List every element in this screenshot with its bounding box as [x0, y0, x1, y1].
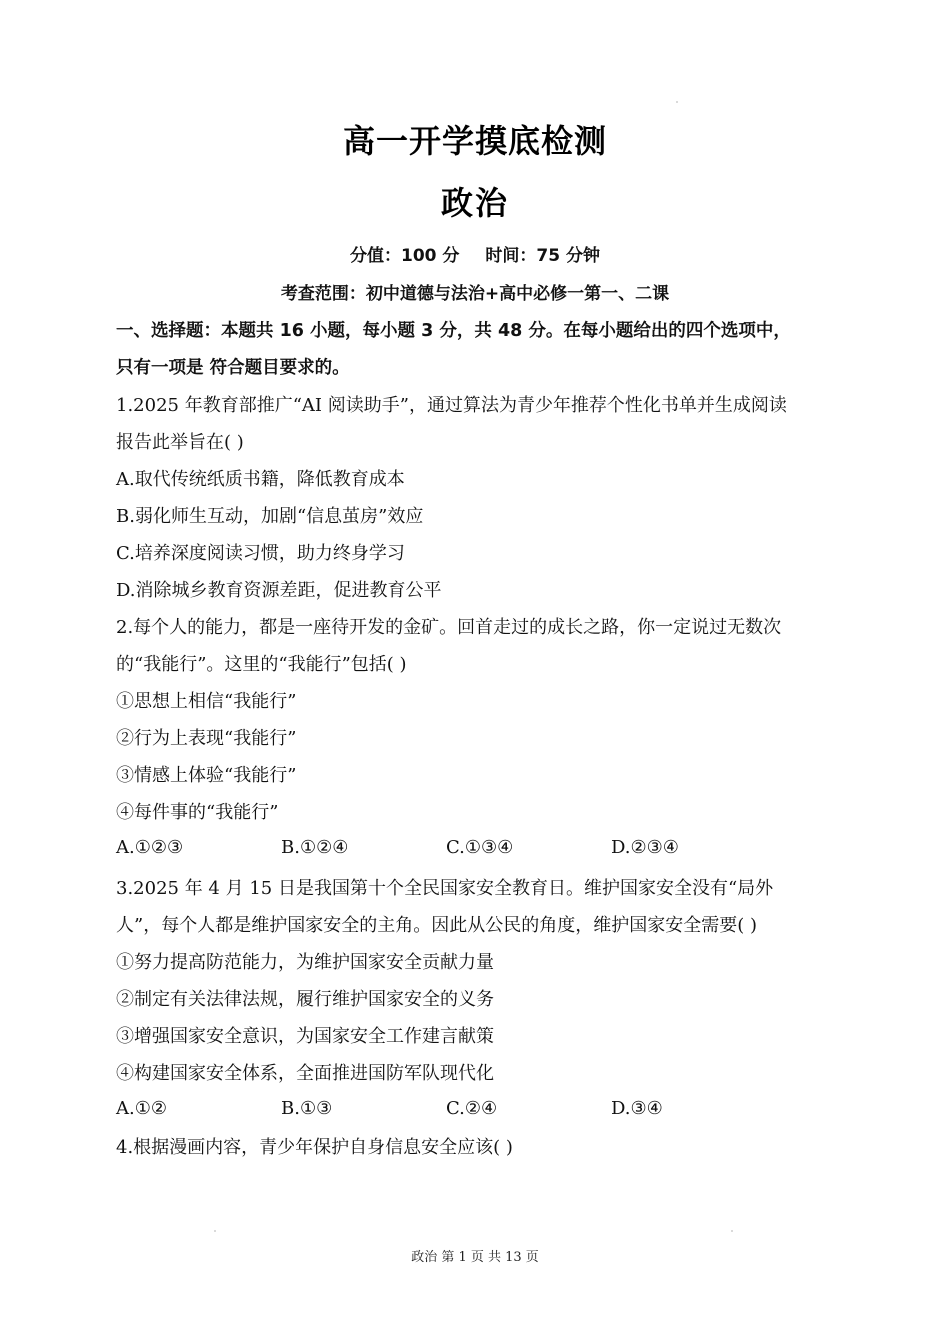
scan-dot [676, 101, 678, 103]
q3-choice-a: A.①② [116, 1098, 167, 1119]
score-label: 分值：100 分 [350, 246, 460, 266]
q3-statement-2: ②制定有关法律法规，履行维护国家安全的义务 [116, 989, 494, 1010]
scan-dot [214, 1230, 216, 1232]
q3-choice-d: D.③④ [611, 1098, 663, 1119]
scan-dot [731, 1230, 733, 1232]
q1-option-b: B.弱化师生互动，加剧“信息茧房”效应 [116, 506, 424, 527]
q2-stem-line2: 的“我能行”。这里的“我能行”包括( ) [116, 654, 407, 675]
q2-statement-3: ③情感上体验“我能行” [116, 765, 297, 786]
q2-statement-2: ②行为上表现“我能行” [116, 728, 297, 749]
time-label: 时间：75 分钟 [485, 246, 600, 266]
section-instruction-line2: 只有一项是 符合题目要求的。 [116, 358, 350, 378]
page-footer: 政治 第 1 页 共 13 页 [411, 1250, 539, 1265]
q2-stem-line1: 2.每个人的能力，都是一座待开发的金矿。回首走过的成长之路，你一定说过无数次 [116, 617, 782, 638]
q2-choice-d: D.②③④ [611, 837, 679, 858]
q1-stem-line2: 报告此举旨在( ) [116, 432, 244, 453]
q2-choice-a: A.①②③ [116, 837, 184, 858]
q3-statement-3: ③增强国家安全意识，为国家安全工作建言献策 [116, 1026, 494, 1047]
q3-statement-4: ④构建国家安全体系，全面推进国防军队现代化 [116, 1063, 494, 1084]
q3-choice-b: B.①③ [281, 1098, 333, 1119]
q3-stem-line1: 3.2025 年 4 月 15 日是我国第十个全民国家安全教育日。维护国家安全没有“局外 [116, 878, 774, 899]
q2-statement-1: ①思想上相信“我能行” [116, 691, 297, 712]
subject-title: 政治 [440, 184, 509, 222]
section-instruction-line1: 一、选择题：本题共 16 小题，每小题 3 分，共 48 分。在每小题给出的四个选项中， [116, 321, 791, 341]
q4-stem-line1: 4.根据漫画内容，青少年保护自身信息安全应该( ) [116, 1137, 513, 1158]
q3-stem-line2: 人”，每个人都是维护国家安全的主角。因此从公民的角度，维护国家安全需要( ) [116, 915, 757, 936]
q2-statement-4: ④每件事的“我能行” [116, 802, 279, 823]
q1-option-d: D.消除城乡教育资源差距，促进教育公平 [116, 580, 442, 601]
q2-choice-b: B.①②④ [281, 837, 349, 858]
q3-choice-c: C.②④ [446, 1098, 498, 1119]
q1-stem-line1: 1.2025 年教育部推广“AI 阅读助手”，通过算法为青少年推荐个性化书单并生成阅读 [116, 395, 787, 416]
exam-info [0, 241, 950, 266]
q1-option-a: A.取代传统纸质书籍，降低教育成本 [116, 469, 405, 490]
q1-option-c: C.培养深度阅读习惯，助力终身学习 [116, 543, 405, 564]
exam-scope: 考查范围：初中道德与法治+高中必修一第一、二课 [280, 284, 670, 304]
q2-choice-c: C.①③④ [446, 837, 514, 858]
exam-title: 高一开学摸底检测 [342, 122, 607, 160]
q3-statement-1: ①努力提高防范能力，为维护国家安全贡献力量 [116, 952, 494, 973]
